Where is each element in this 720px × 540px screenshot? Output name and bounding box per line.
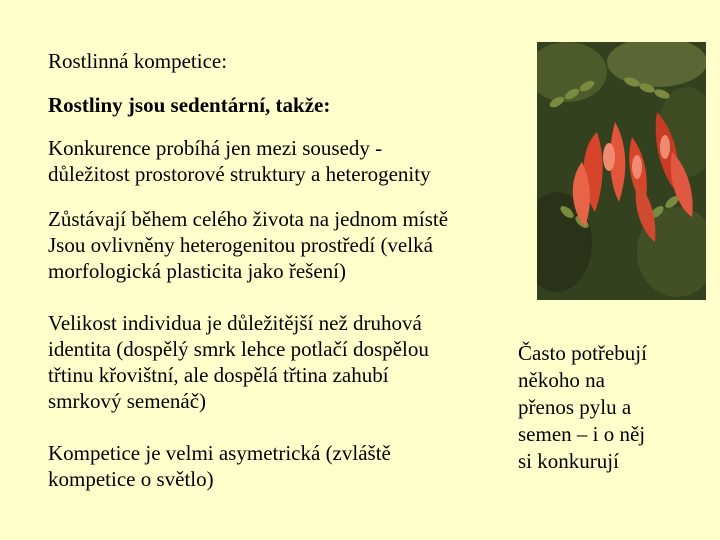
point-line: smrkový semenáč) [48, 389, 207, 413]
point-line: Konkurence probíhá jen mezi sousedy - [48, 136, 383, 160]
note-line: Často potřebují [518, 341, 647, 365]
slide-subheading [48, 92, 518, 118]
point-line: Kompetice je velmi asymetrická (zvláště [48, 441, 391, 465]
note-line: si konkurují [518, 449, 619, 473]
flower-photo [537, 42, 706, 300]
point-line: Velikost individua je důležitější než druhová [48, 311, 422, 335]
subheading-text: Rostliny jsou sedentární, takže: [48, 93, 331, 117]
point-line: Jsou ovlivněny heterogenitou prostředí (velká [48, 233, 433, 257]
point-neighbors [48, 135, 518, 187]
point-line: identita (dospělý smrk lehce potlačí dospělou [48, 337, 429, 361]
note-line: přenos pylu a [518, 395, 632, 419]
point-line: Zůstávají během celého života na jednom místě [48, 207, 449, 231]
point-line: důležitost prostorové struktury a heterogenity [48, 162, 431, 186]
point-sedentary [48, 206, 518, 284]
heading-text: Rostlinná kompetice: [48, 49, 228, 73]
point-line: třtinu křovištní, ale dospělá třtina zahubí [48, 363, 389, 387]
note-line: někoho na [518, 368, 605, 392]
point-line: kompetice o světlo) [48, 467, 214, 491]
point-size [48, 310, 518, 414]
pollination-note [518, 340, 708, 475]
point-line: morfologická plasticita jako řešení) [48, 259, 346, 283]
slide-heading [48, 48, 518, 74]
point-asymmetry [48, 440, 518, 492]
note-line: semen – i o něj [518, 422, 646, 446]
flower-illustration [537, 42, 706, 300]
